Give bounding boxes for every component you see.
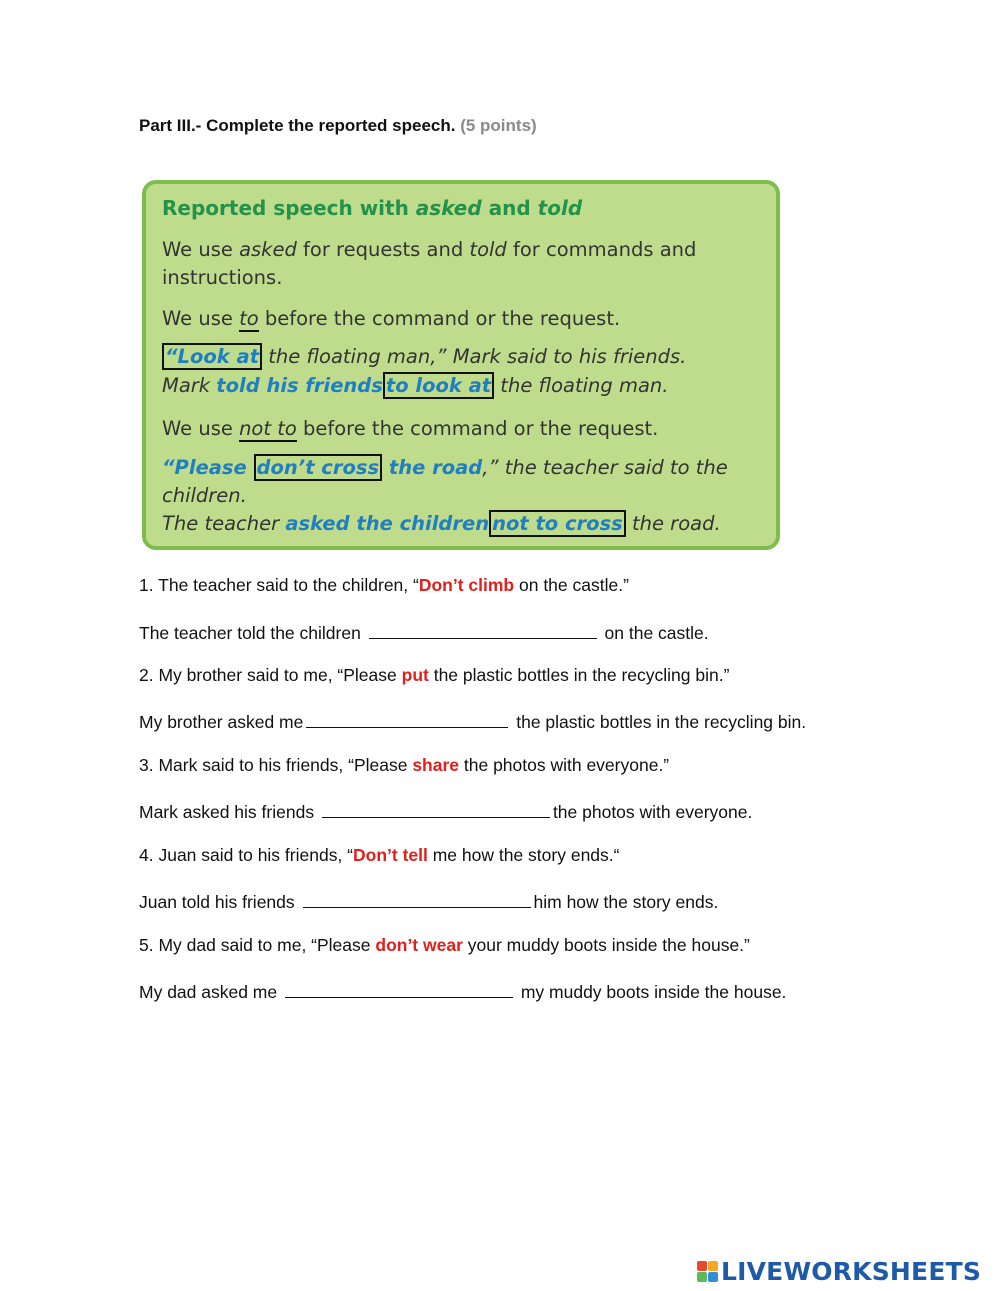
points-label: (5 points) bbox=[460, 116, 537, 135]
answer-blank-4[interactable] bbox=[303, 890, 531, 908]
grammar-example-2-cont: children. bbox=[162, 484, 247, 507]
question-5: 5. My dad said to me, “Please don’t wear your muddy boots inside the house.” bbox=[139, 935, 750, 955]
grammar-example-1: “Look at the floating man,” Mark said to his friends. bbox=[162, 345, 686, 368]
answer-blank-2[interactable] bbox=[306, 710, 508, 728]
grammar-heading: Reported speech with asked and told bbox=[162, 196, 583, 220]
logo-block-4 bbox=[708, 1272, 718, 1282]
question-4: 4. Juan said to his friends, “Don’t tell me how the story ends.“ bbox=[139, 845, 620, 865]
grammar-rule-2: We use to before the command or the request. bbox=[162, 307, 621, 330]
logo-blocks-icon bbox=[697, 1261, 718, 1282]
answer-line-4: Juan told his friends him how the story ends. bbox=[139, 892, 719, 912]
grammar-box bbox=[142, 180, 780, 550]
answer-line-5: My dad asked me my muddy boots inside the house. bbox=[139, 982, 787, 1002]
answer-blank-1[interactable] bbox=[369, 621, 597, 639]
logo-text: LIVEWORKSHEETS bbox=[721, 1256, 982, 1286]
answer-line-2: My brother asked me the plastic bottles in the recycling bin. bbox=[139, 712, 807, 732]
answer-blank-3[interactable] bbox=[322, 800, 550, 818]
grammar-rule-3: We use not to before the command or the request. bbox=[162, 417, 659, 440]
grammar-example-1-reported: Mark told his friends to look at the floating man. bbox=[162, 374, 669, 397]
grammar-example-2-reported: The teacher asked the children not to cross the road. bbox=[162, 512, 721, 535]
answer-blank-5[interactable] bbox=[285, 980, 513, 998]
logo-block-2 bbox=[708, 1261, 718, 1271]
grammar-example-2: “Please don’t cross the road,” the teacher said to the bbox=[162, 456, 728, 479]
answer-line-1: The teacher told the children on the castle. bbox=[139, 623, 709, 643]
question-1: 1. The teacher said to the children, “Don’t climb on the castle.” bbox=[139, 575, 629, 595]
grammar-rule-1-cont: instructions. bbox=[162, 266, 283, 289]
grammar-rule-1: We use asked for requests and told for commands and bbox=[162, 238, 697, 261]
question-2: 2. My brother said to me, “Please put the plastic bottles in the recycling bin.” bbox=[139, 665, 730, 685]
answer-line-3: Mark asked his friends the photos with everyone. bbox=[139, 802, 753, 822]
question-3: 3. Mark said to his friends, “Please share the photos with everyone.” bbox=[139, 755, 670, 775]
logo-block-3 bbox=[697, 1272, 707, 1282]
part-title: Part III.- Complete the reported speech. (5 points) bbox=[139, 116, 537, 135]
liveworksheets-logo bbox=[697, 1256, 981, 1286]
logo-block-1 bbox=[697, 1261, 707, 1271]
